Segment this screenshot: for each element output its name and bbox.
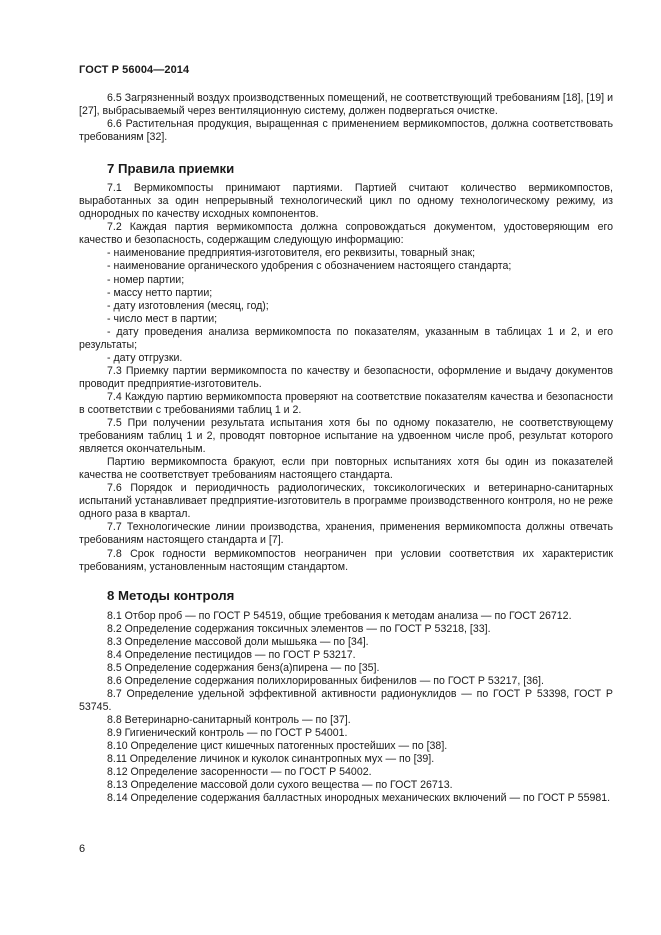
method-item: 8.12 Определение засоренности — по ГОСТ Р 54002. [107,766,372,779]
list-item: - номер партии; [107,273,185,286]
method-item: 8.11 Определение личинок и куколок синантропных мух — по [39]. [107,753,435,766]
method-item: 8.9 Гигиенический контроль — по ГОСТ Р 54001. [107,727,348,740]
list-item: - наименование предприятия-изготовителя, его реквизиты, товарный знак; [107,247,476,260]
list-item: - наименование органического удобрения с обозначением настоящего стандарта; [107,260,512,273]
method-item: 8.2 Определение содержания токсичных элементов — по ГОСТ Р 53218, [33]. [107,622,491,635]
list-item: - дату проведения анализа вермикомпоста по показателям, указанным в таблицах 1 и 2, и его результаты; [79,325,613,351]
method-item: 8.14 Определение содержания балластных инородных механических включений — по ГОСТ Р 55981. [107,792,611,805]
list-item: - массу нетто партии; [107,286,213,299]
method-item: 8.3 Определение массовой доли мышьяка — по [34]. [107,635,369,648]
paragraph-7-1: 7.1 Вермикомпосты принимают партиями. Партией считают количество вермикомпостов, выработанных за один непрерывный технологический цикл по одному технологическому режиму, из однородных по качеству исходных компонентов. [79,182,613,221]
list-item: - число мест в партии; [107,312,218,325]
method-item: 8.8 Ветеринарно-санитарный контроль — по [37]. [107,713,351,726]
page-number: 6 [79,843,86,855]
document-code-header: ГОСТ Р 56004—2014 [79,64,190,76]
paragraph-7-7: 7.7 Технологические линии производства, хранения, применения вермикомпоста должны отвечать требованиям настоящего стандарта и [7]. [79,521,613,547]
method-item: 8.4 Определение пестицидов — по ГОСТ Р 53217. [107,648,356,661]
list-item: - дату изготовления (месяц, год); [107,299,269,312]
paragraph-7-4: 7.4 Каждую партию вермикомпоста проверяют на соответствие показателям качества и безопасности в соответствии с требованиями таблиц 1 и 2. [79,390,613,416]
document-body [79,92,613,805]
method-item: 8.1 Отбор проб — по ГОСТ Р 54519, общие требования к методам анализа — по ГОСТ 26712. [107,609,572,622]
paragraph-7-6: 7.6 Порядок и периодичность радиологических, токсикологических и ветеринарно-санитарных испытаний устанавливает предприятие-изготовитель в программе производственного контроля, но не реже одного раза в квартал. [79,482,613,521]
method-item: 8.5 Определение содержания бенз(а)пирена — по [35]. [107,661,380,674]
paragraph-7-2: 7.2 Каждая партия вермикомпоста должна сопровождаться документом, удостоверяющим его качество и безопасность, содержащим следующую информацию: [79,221,613,247]
paragraph-7-5-rejection: Партию вермикомпоста бракуют, если при повторных испытаниях хотя бы один из показателей качества не соответствует требованиям настоящего стандарта. [79,456,613,482]
section-8-title: 8 Методы контроля [107,587,235,603]
paragraph-6-5: 6.5 Загрязненный воздух производственных помещений, не соответствующий требованиям [18], [19] и [27], выбрасываемый через вентиляционную систему, должен подвергаться очистке. [79,92,613,118]
paragraph-7-3: 7.3 Приемку партии вермикомпоста по качеству и безопасности, оформление и выдачу документов проводит предприятие-изготовитель. [79,364,613,390]
methods-list [79,610,613,806]
method-item: 8.13 Определение массовой доли сухого вещества — по ГОСТ 26713. [107,779,453,792]
section-7-title: 7 Правила приемки [107,161,235,177]
list-item: - дату отгрузки. [107,351,183,364]
method-item: 8.7 Определение удельной эффективной активности радионуклидов — по ГОСТ Р 53398, ГОСТ Р 53745. [79,687,613,713]
paragraph-6-6: 6.6 Растительная продукция, выращенная с применением вермикомпостов, должна соответствовать требованиям [32]. [79,118,613,144]
method-item: 8.10 Определение цист кишечных патогенных простейших — по [38]. [107,740,448,753]
paragraph-7-8: 7.8 Срок годности вермикомпостов неограничен при условии соответствия их характеристик требованиям, установленным настоящим стандартом. [79,547,613,573]
paragraph-7-5: 7.5 При получении результата испытания хотя бы по одному показателю, не соответствующему требованиям таблиц 1 и 2, проводят повторное испытание на удвоенном числе проб, результат которого является окончательным. [79,417,613,456]
info-list [79,247,613,364]
method-item: 8.6 Определение содержания полихлорированных бифенилов — по ГОСТ Р 53217, [36]. [107,674,544,687]
